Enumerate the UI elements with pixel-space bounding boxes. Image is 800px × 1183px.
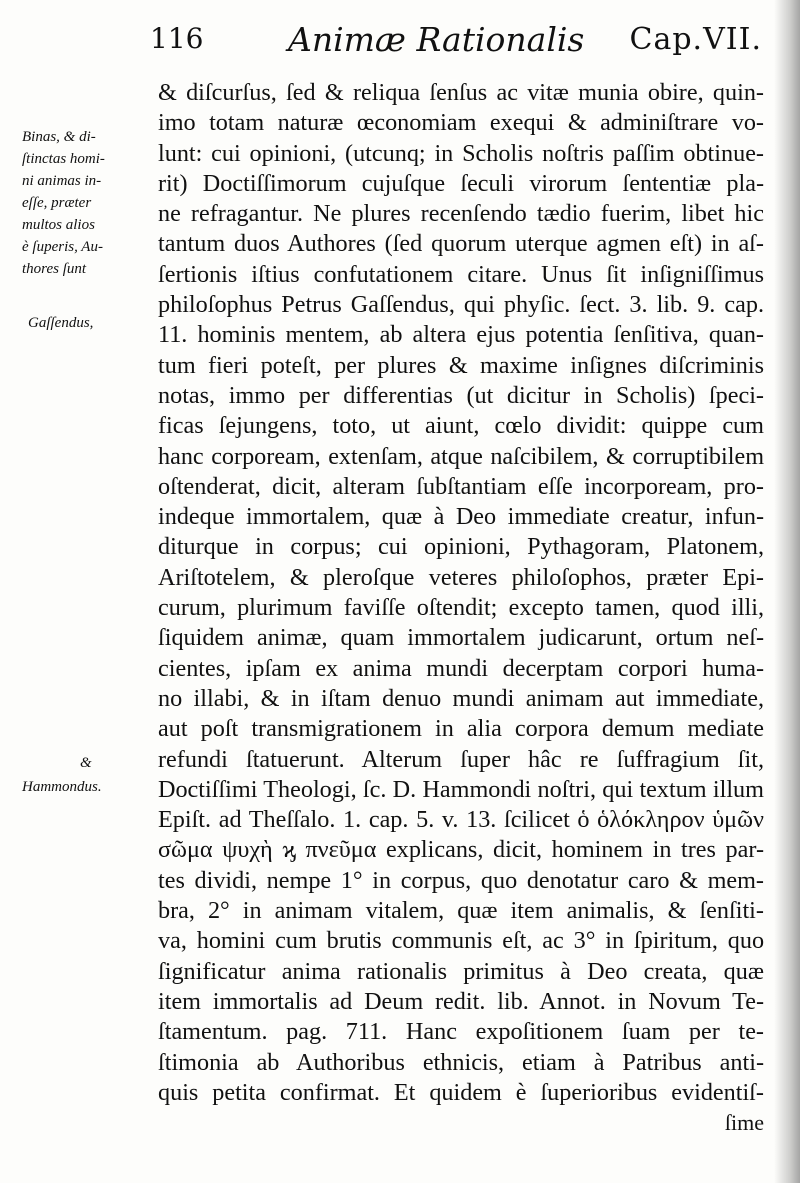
- margin-note: ni animas in-: [22, 173, 102, 189]
- text-line: ſtimonia ab Authoribus ethnicis, etiam à Patribus anti-: [158, 1048, 764, 1076]
- text-line: Doctiſſimi Theologi, ſc. D. Hammondi noſtri, qui textum illum: [158, 775, 764, 803]
- text-line: Epiſt. ad Theſſalo. 1. cap. 5. v. 13. ſcilicet ὁ ὁλόκληρον ὑμῶν: [158, 806, 764, 834]
- text-line: diturque in corpus; cui opinioni, Pythagoram, Platonem,: [158, 533, 764, 561]
- text-line: ſtamentum. pag. 711. Hanc expoſitionem ſuam per te-: [158, 1018, 764, 1046]
- margin-note: multos alios: [22, 217, 95, 233]
- margin-note: è ſuperis, Au-: [22, 239, 103, 255]
- text-line: hanc corpoream, extenſam, atque naſcibilem, & corruptibilem: [158, 442, 765, 470]
- text-line: lunt: cui opinioni, (utcunq; in Scholis noſtris paſſim obtinue-: [158, 139, 764, 167]
- running-title: Animæ Rationalis: [288, 20, 585, 59]
- text-line: tes dividi, nempe 1° in corpus, quo denotatur caro & mem-: [158, 866, 764, 894]
- text-line: imo totam naturæ œconomiam exequi & adminiſtrare vo-: [158, 109, 764, 137]
- text-line: indeque immortalem, quæ à Deo immediate creatur, infun-: [158, 503, 765, 531]
- binding-shadow: [774, 0, 800, 1183]
- text-line: oſtenderat, dicit, alteram ſubſtantiam eſſe incorpoream, pro-: [158, 472, 764, 500]
- margin-notes: [22, 0, 150, 1183]
- text-line: quis petita confirmat. Et quidem è ſuperioribus evidentiſ-: [158, 1078, 764, 1106]
- text-line: tantum duos Authores (ſed quorum uterque agmen eſt) in aſ-: [158, 230, 764, 258]
- text-line: refundi ſtatuerunt. Alterum ſuper hâc re ſuffragium ſit,: [158, 745, 764, 773]
- text-line: tum fieri poteſt, per plures & maxime inſignes diſcriminis: [158, 351, 765, 379]
- text-line: curum, plurimum faviſſe oſtendit; excepto tamen, quod illi,: [158, 594, 765, 622]
- text-line: ſignificatur anima rationalis primitus à Deo creata, quæ: [158, 957, 764, 985]
- catchword-line: [158, 1108, 764, 1138]
- text-line: bra, 2° in animam vitalem, quæ item animalis, & ſenſiti-: [158, 897, 764, 925]
- text-line: cientes, ipſam ex anima mundi decerptam corpori huma-: [158, 654, 765, 682]
- margin-note-ampersand: &: [80, 755, 92, 771]
- main-text: [158, 78, 764, 1178]
- text-line: aut poſt transmigrationem in alia corpora demum mediate: [158, 715, 765, 743]
- page-header: [150, 12, 762, 72]
- margin-note: eſſe, præter: [22, 195, 92, 211]
- text-line: ſiquidem animæ, quam immortalem judicarunt, ortum neſ-: [158, 624, 765, 652]
- text-line: notas, immo per differentias (ut dicitur in Scholis) ſpeci-: [158, 381, 764, 409]
- text-line: item immortalis ad Deum redit. lib. Annot. in Novum Te-: [158, 987, 765, 1015]
- text-line: ficas ſejungens, toto, ut aiunt, cœlo dividit: quippe cum: [158, 412, 764, 440]
- text-line: σῶμα ψυχὴ ϗ πνεῦμα explicans, dicit, hominem in tres par-: [158, 836, 765, 864]
- text-line: 11. hominis mentem, ab altera ejus potentia ſenſitiva, quan-: [158, 321, 764, 349]
- text-line: & diſcurſus, ſed & reliqua ſenſus ac vitæ munia obire, quin-: [158, 79, 764, 106]
- text-line: philoſophus Petrus Gaſſendus, qui phyſic. ſect. 3. lib. 9. cap.: [158, 291, 764, 319]
- text-line: Ariſtotelem, & pleroſque veteres philoſophos, præter Epi-: [158, 563, 764, 591]
- margin-note: thores ſunt: [22, 261, 87, 277]
- text-line: ſertionis iſtius confutationem citare. Unus ſit inſigniſſimus: [158, 260, 765, 288]
- margin-note: Binas, & di-: [22, 129, 96, 145]
- margin-note: ſtinctas homi-: [22, 151, 105, 167]
- margin-note-gassendus: Gaſſendus,: [28, 315, 94, 331]
- text-line: va, homini cum brutis communis eſt, ac 3° in ſpiritum, quo: [158, 927, 765, 955]
- margin-note-hammondus: Hammondus.: [22, 779, 102, 795]
- page-number: 116: [150, 22, 204, 55]
- text-line: no illabi, & in iſtam denuo mundi animam aut immediate,: [158, 684, 765, 712]
- text-line: rit) Doctiſſimorum cujuſque ſeculi virorum ſententiæ pla-: [158, 169, 765, 197]
- chapter-heading: Cap.VII.: [629, 22, 762, 57]
- text-line: ne refragantur. Ne plures recenſendo tædio fuerim, libet hic: [158, 200, 764, 228]
- catchword: ſime: [724, 1110, 764, 1136]
